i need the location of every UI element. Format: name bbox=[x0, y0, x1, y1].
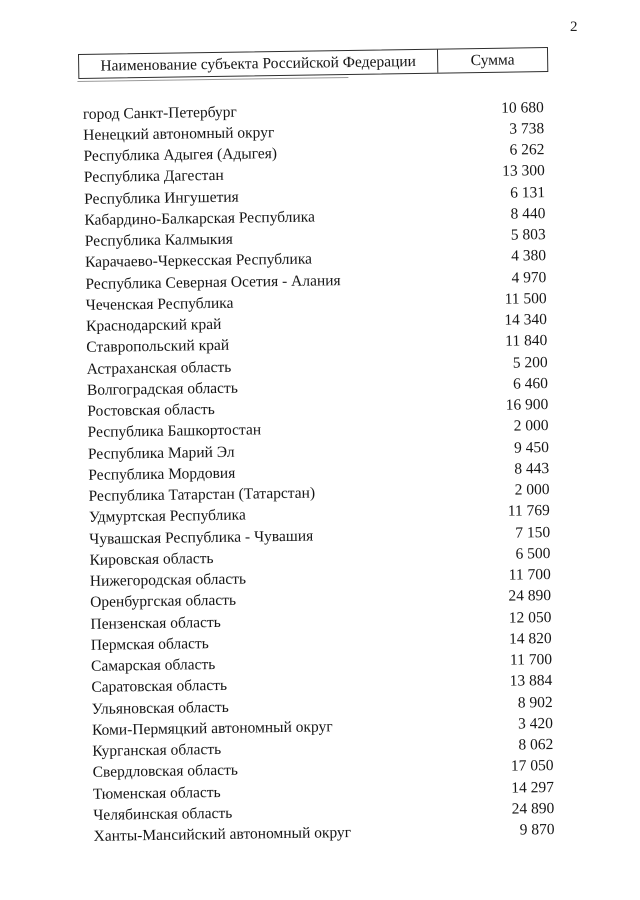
region-name-cell: Ульяновская область bbox=[91, 698, 229, 718]
sum-cell: 17 050 bbox=[510, 757, 554, 776]
sum-cell: 10 680 bbox=[501, 98, 544, 117]
sum-cell: 11 769 bbox=[507, 502, 550, 521]
region-name-cell: Ставропольский край bbox=[86, 337, 230, 357]
region-name-cell: Ханты-Мансийский автономный округ bbox=[93, 824, 352, 845]
sum-cell: 11 840 bbox=[505, 332, 548, 351]
sum-cell: 12 050 bbox=[508, 608, 552, 627]
region-name-cell: Удмуртская Республика bbox=[88, 506, 246, 527]
sum-cell: 6 500 bbox=[515, 544, 551, 563]
sum-cell: 6 460 bbox=[512, 374, 549, 393]
region-name-cell: Челябинская область bbox=[93, 804, 233, 824]
region-name-cell: Республика Северная Осетия - Алания bbox=[85, 271, 341, 293]
region-name-cell: Карачаево-Черкесская Республика bbox=[84, 250, 313, 272]
region-name-cell: Курганская область bbox=[92, 741, 222, 760]
region-name-cell: Оренбургская область bbox=[90, 592, 237, 612]
sum-cell: 11 700 bbox=[509, 651, 553, 669]
sum-cell: 16 900 bbox=[505, 396, 549, 414]
region-name-cell: Пермская область bbox=[90, 635, 209, 654]
region-name-cell: Кировская область bbox=[89, 549, 214, 569]
sum-cell: 8 443 bbox=[514, 459, 550, 478]
region-name-cell: Республика Марий Эл bbox=[87, 443, 235, 463]
page-number: 2 bbox=[570, 19, 578, 35]
region-name-cell: Самарская область bbox=[90, 656, 216, 675]
region-name-cell: Тюменская область bbox=[92, 783, 221, 803]
region-name-cell: Чеченская Республика bbox=[85, 294, 234, 314]
sum-cell: 6 131 bbox=[510, 183, 546, 202]
sum-cell: 24 890 bbox=[511, 799, 555, 818]
sum-cell: 14 297 bbox=[511, 778, 555, 797]
table-body bbox=[79, 97, 560, 848]
region-name-cell: Ростовская область bbox=[87, 401, 215, 421]
header-sum: Сумма bbox=[470, 51, 515, 69]
table-header-row bbox=[78, 47, 548, 79]
region-name-cell: Республика Мордовия bbox=[88, 464, 236, 484]
region-name-cell: город Санкт-Петербург bbox=[82, 103, 237, 123]
sum-cell: 3 738 bbox=[509, 119, 545, 138]
region-name-cell: Республика Ингушетия bbox=[84, 188, 239, 208]
sum-cell: 5 803 bbox=[510, 226, 546, 244]
sum-cell: 24 890 bbox=[508, 587, 552, 606]
region-name-cell: Волгоградская область bbox=[86, 379, 238, 399]
sum-cell: 11 500 bbox=[504, 289, 547, 308]
sum-cell: 2 000 bbox=[514, 481, 550, 499]
region-name-cell: Чувашская Республика - Чувашия bbox=[89, 527, 314, 548]
sum-cell: 3 420 bbox=[517, 714, 554, 733]
region-name-cell: Республика Дагестан bbox=[83, 167, 224, 187]
sum-cell: 11 700 bbox=[508, 566, 551, 584]
sum-cell: 14 820 bbox=[508, 629, 552, 648]
region-name-cell: Астраханская область bbox=[86, 358, 232, 378]
region-name-cell: Саратовская область bbox=[91, 677, 228, 697]
sum-cell: 4 380 bbox=[511, 247, 547, 265]
region-name-cell: Республика Татарстан (Татарстан) bbox=[88, 484, 316, 506]
sum-cell: 13 884 bbox=[509, 672, 553, 691]
region-name-cell: Республика Башкортостан bbox=[87, 421, 262, 442]
sum-cell: 8 902 bbox=[517, 693, 553, 712]
region-name-cell: Коми-Пермяцкий автономный округ bbox=[91, 718, 333, 739]
region-name-cell: Республика Калмыкия bbox=[84, 230, 233, 251]
sum-cell: 4 970 bbox=[511, 268, 547, 287]
sum-cell: 7 150 bbox=[515, 523, 551, 542]
region-name-cell: Ненецкий автономный округ bbox=[83, 123, 275, 144]
table-container bbox=[78, 47, 560, 848]
sum-cell: 6 262 bbox=[509, 141, 545, 159]
region-name-cell: Республика Адыгея (Адыгея) bbox=[83, 145, 278, 166]
sum-cell: 14 340 bbox=[504, 311, 548, 329]
region-name-cell: Кабардино-Балкарская Республика bbox=[84, 208, 316, 229]
header-region-name: Наименование субъекта Российской Федерации bbox=[79, 50, 438, 78]
sum-cell: 13 300 bbox=[502, 162, 545, 181]
sum-cell: 8 440 bbox=[510, 204, 546, 223]
sum-cell: 9 450 bbox=[513, 438, 550, 457]
sum-cell: 9 870 bbox=[519, 821, 555, 839]
region-name-cell: Нижегородская область bbox=[89, 570, 247, 591]
region-name-cell: Свердловская область bbox=[92, 762, 239, 782]
sum-cell: 8 062 bbox=[518, 736, 554, 754]
sum-cell: 2 000 bbox=[513, 417, 549, 435]
sum-cell: 5 200 bbox=[512, 353, 548, 372]
region-name-cell: Краснодарский край bbox=[85, 316, 222, 336]
region-name-cell: Пензенская область bbox=[90, 613, 221, 633]
